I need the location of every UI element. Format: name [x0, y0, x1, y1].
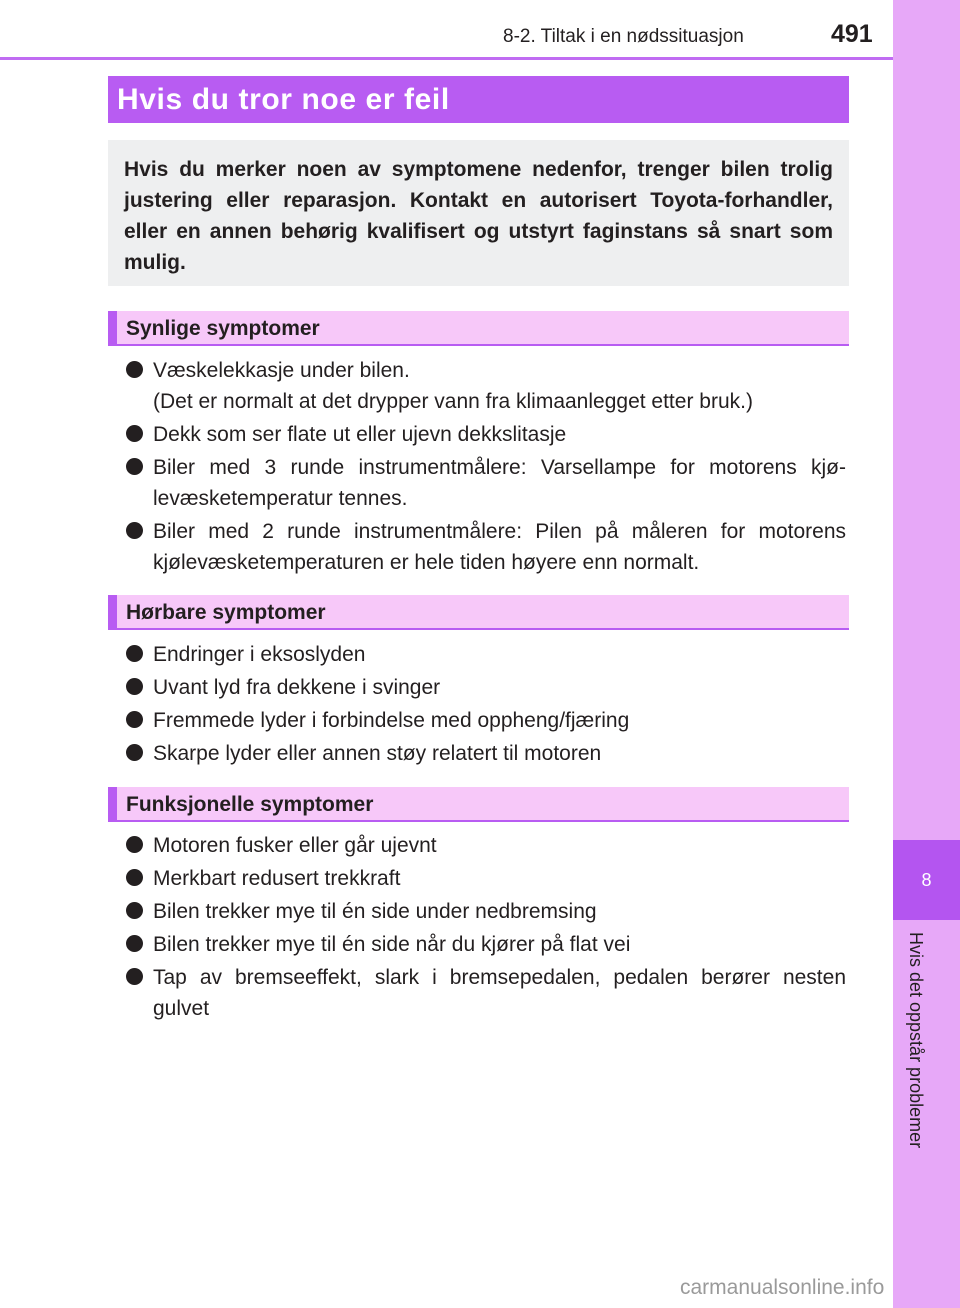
bullet-icon	[126, 361, 143, 378]
header-divider	[0, 57, 893, 60]
audible-symptoms-list	[126, 639, 846, 771]
bullet-icon	[126, 678, 143, 695]
list-item-text: Fremmede lyder i forbindelse med oppheng/fjæring	[153, 709, 630, 732]
list-item	[126, 896, 846, 927]
list-item-note: (Det er normalt at det drypper vann fra klimaanlegget etter bruk.)	[153, 390, 753, 413]
list-item-text: Væskelekkasje under bilen.	[153, 359, 410, 382]
watermark-text: carmanualsonline.info	[680, 1276, 885, 1299]
list-item	[126, 863, 846, 894]
list-item	[126, 705, 846, 736]
bullet-icon	[126, 645, 143, 662]
bullet-icon	[126, 522, 143, 539]
bullet-icon	[126, 869, 143, 886]
list-item-text: Biler med 3 runde instrumentmålere: Varsellampe for motorens kjølevæsketemperatur tennes.	[153, 456, 846, 510]
list-item-text: Bilen trekker mye til én side under nedbremsing	[153, 900, 597, 923]
list-item-text: Biler med 2 runde instrumentmålere: Pilen på måleren for motorens kjølevæsketemperaturen er hele tiden høyere enn normalt.	[153, 520, 846, 574]
functional-symptoms-header: Funksjonelle symptomer	[108, 787, 849, 822]
chapter-number-tab[interactable]: 8	[893, 840, 960, 920]
list-item-text: Dekk som ser flate ut eller ujevn dekkslitasje	[153, 423, 567, 446]
list-item	[126, 830, 846, 861]
list-item	[126, 738, 846, 769]
list-item-text: Skarpe lyder eller annen støy relatert til motoren	[153, 742, 602, 765]
intro-text: Hvis du merker noen av symptomene nedenfor, trenger bilen trolig justering eller reparasjon. Kontakt en autorisert Toyota-forhandler, eller en annen behørig kvalifisert og utstyrt faginstans så snart som mulig.	[124, 158, 833, 274]
bullet-icon	[126, 902, 143, 919]
intro-box	[108, 140, 849, 286]
chapter-title-vertical: Hvis det oppstår problemer	[906, 932, 926, 1149]
bullet-icon	[126, 711, 143, 728]
functional-symptoms-list	[126, 830, 846, 1026]
list-item	[126, 355, 846, 417]
bullet-icon	[126, 836, 143, 853]
list-item-text: Merkbart redusert trekkraft	[153, 867, 401, 890]
bullet-icon	[126, 744, 143, 761]
audible-symptoms-header: Hørbare symptomer	[108, 595, 849, 630]
list-item	[126, 639, 846, 670]
bullet-icon	[126, 935, 143, 952]
section-title: Hvis du tror noe er feil	[108, 76, 849, 123]
bullet-icon	[126, 968, 143, 985]
list-item-text: Motoren fusker eller går ujevnt	[153, 834, 437, 857]
chapter-section-label: 8-2. Tiltak i en nødssituasjon	[503, 26, 744, 47]
list-item	[126, 962, 846, 1024]
bullet-icon	[126, 425, 143, 442]
list-item-text: Uvant lyd fra dekkene i svinger	[153, 676, 441, 699]
list-item	[126, 516, 846, 578]
list-item-text: Endringer i eksoslyden	[153, 643, 366, 666]
page-number: 491	[831, 20, 873, 48]
list-item	[126, 929, 846, 960]
list-item-text: Tap av bremseeffekt, slark i bremsepedalen, pedalen berører nesten gulvet	[153, 966, 846, 1020]
visible-symptoms-list	[126, 355, 846, 580]
list-item	[126, 452, 846, 514]
list-item-text: Bilen trekker mye til én side når du kjører på flat vei	[153, 933, 631, 956]
list-item	[126, 419, 846, 450]
visible-symptoms-header: Synlige symptomer	[108, 311, 849, 346]
list-item	[126, 672, 846, 703]
bullet-icon	[126, 458, 143, 475]
